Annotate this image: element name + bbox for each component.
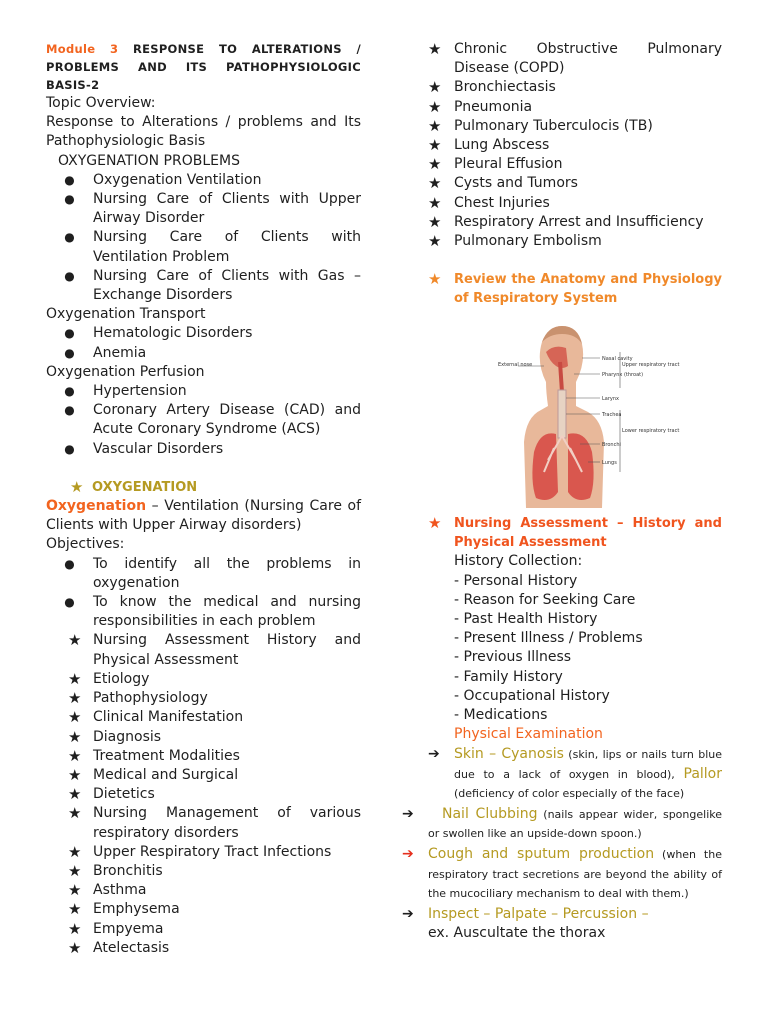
list-item: ● Nursing Care of Clients with Gas – Exchange Disorders <box>46 267 361 305</box>
arrow-icon: ➔ <box>402 806 414 823</box>
star-icon: ★ <box>428 174 442 193</box>
list-item: ★ Treatment Modalities <box>68 746 240 765</box>
oxygenation-heading: ★ OXYGENATION <box>70 477 198 496</box>
list-item: ★ Pulmonary Embolism <box>428 232 602 251</box>
label-bronchi: Bronchi <box>602 442 621 448</box>
history-block <box>428 552 722 744</box>
bullet-icon: ● <box>64 384 75 399</box>
objectives-label: Objectives: <box>46 536 125 553</box>
bullet-icon: ● <box>64 595 75 610</box>
history-item: - Family History <box>454 668 563 685</box>
oxygenation-perfusion-title: Oxygenation Perfusion <box>46 363 205 380</box>
star-icon: ★ <box>68 669 82 688</box>
list-item: ● Anemia <box>46 344 361 363</box>
history-item: - Personal History <box>454 572 578 589</box>
star-icon: ★ <box>68 804 82 823</box>
list-item: ★ Medical and Surgical <box>68 765 239 784</box>
label-lungs: Lungs <box>602 460 617 466</box>
disorder-star-list <box>428 40 722 251</box>
star-icon: ★ <box>428 155 442 174</box>
star-icon: ★ <box>428 78 442 97</box>
star-icon: ★ <box>68 631 82 650</box>
list-item: ★ Chest Injuries <box>428 193 550 212</box>
star-icon: ★ <box>428 116 442 135</box>
star-icon: ★ <box>428 212 442 231</box>
oxygenation-intro: Oxygenation – Ventilation (Nursing Care of Clients with Upper Airway disorders) <box>46 498 361 534</box>
bullet-icon: ● <box>64 441 75 456</box>
history-collection-label: History Collection: <box>454 553 583 570</box>
label-upper-tract: Upper respiratory tract <box>622 362 680 368</box>
list-item: ● Oxygenation Ventilation <box>46 171 361 190</box>
star-icon: ★ <box>428 514 442 532</box>
star-icon: ★ <box>68 727 82 746</box>
list-item: ★ Bronchiectasis <box>428 78 556 97</box>
star-icon: ★ <box>70 477 84 496</box>
history-item: - Reason for Seeking Care <box>454 591 636 608</box>
objectives-bullet-list <box>46 555 361 632</box>
respiratory-system-illustration <box>496 322 680 508</box>
list-item: ● To know the medical and nursing responsibilities in each problem <box>46 593 361 631</box>
bullet-icon: ● <box>64 326 75 341</box>
history-item: - Previous Illness <box>454 649 572 666</box>
bullet-icon: ● <box>64 192 75 207</box>
star-icon: ★ <box>68 842 82 861</box>
bullet-icon: ● <box>64 556 75 571</box>
star-icon: ★ <box>428 40 442 58</box>
list-item: ★ Asthma <box>68 881 147 900</box>
star-icon: ★ <box>428 232 442 251</box>
label-external-nose: External nose <box>498 362 533 368</box>
history-item: - Medications <box>454 707 548 724</box>
list-item: ● Vascular Disorders <box>46 440 361 459</box>
assessment-section <box>402 514 722 943</box>
list-item: ★ Chronic Obstructive Pulmonary Disease (COPD) <box>428 40 722 77</box>
bullet-icon: ● <box>64 403 75 418</box>
arrow-icon: ➔ <box>402 846 414 863</box>
list-item: ★ Pathophysiology <box>68 689 208 708</box>
list-item: ★ Upper Respiratory Tract Infections <box>68 842 332 861</box>
star-icon: ★ <box>68 689 82 708</box>
list-item: ● Hypertension <box>46 382 361 401</box>
bullet-icon: ● <box>64 172 75 187</box>
list-item: ★ Pleural Effusion <box>428 155 563 174</box>
oxygenation-problems-title: OXYGENATION PROBLEMS <box>58 152 240 169</box>
assessment-heading: ★ Nursing Assessment – History and Physical Assessment <box>428 514 722 551</box>
bullet-icon: ● <box>64 268 75 283</box>
list-item: ★ Diagnosis <box>68 727 162 746</box>
list-item: ★ Nursing Management of various respiratory disorders <box>68 804 361 841</box>
list-item: ● To identify all the problems in oxygenation <box>46 555 361 593</box>
label-lower-tract: Lower respiratory tract <box>622 428 680 434</box>
list-item: ★ Etiology <box>68 669 150 688</box>
list-item: ★ Respiratory Arrest and Insufficiency <box>428 212 704 231</box>
right-column <box>428 40 722 309</box>
module-heading <box>46 40 361 94</box>
review-heading: ★ Review the Anatomy and Physiology of Respiratory System <box>428 270 722 307</box>
module-label: Module 3 <box>46 42 119 56</box>
list-item: ★ Atelectasis <box>68 938 170 957</box>
star-icon: ★ <box>428 193 442 212</box>
list-item: ★ Pulmonary Tuberculocis (TB) <box>428 116 653 135</box>
arrow-icon: ➔ <box>402 906 414 923</box>
star-icon: ★ <box>68 765 82 784</box>
physical-exam-label: Physical Examination <box>454 726 603 743</box>
module-title: RESPONSE TO ALTERATIONS / PROBLEMS AND ITS PATHOPHYSIOLOGIC BASIS-2 <box>46 42 361 92</box>
star-icon: ★ <box>428 97 442 116</box>
bullet-icon: ● <box>64 230 75 245</box>
label-pharynx: Pharynx (throat) <box>602 372 644 378</box>
history-item: - Past Health History <box>454 611 598 628</box>
star-icon: ★ <box>68 938 82 957</box>
list-item: ★ Emphysema <box>68 900 180 919</box>
perfusion-list <box>46 382 361 459</box>
list-item: ★ Pneumonia <box>428 97 533 116</box>
list-item: ★ Lung Abscess <box>428 136 550 155</box>
list-item: ★ Cysts and Tumors <box>428 174 578 193</box>
list-item: ● Coronary Artery Disease (CAD) and Acute Coronary Syndrome (ACS) <box>46 401 361 439</box>
bullet-icon: ● <box>64 345 75 360</box>
oxygenation-problems-list <box>46 171 361 305</box>
list-item: ★ Clinical Manifestation <box>68 708 244 727</box>
transport-list <box>46 324 361 362</box>
nail-item: ➔ Nail Clubbing (nails appear wider, spongelike or swollen like an upside-down spoon.) <box>402 806 722 841</box>
list-item: ● Nursing Care of Clients with Ventilation Problem <box>46 228 361 266</box>
left-column <box>46 40 361 958</box>
star-icon: ★ <box>68 708 82 727</box>
star-icon: ★ <box>428 136 442 155</box>
star-icon: ★ <box>68 881 82 900</box>
star-icon: ★ <box>68 919 82 938</box>
list-item: ● Nursing Care of Clients with Upper Airway Disorder <box>46 190 361 228</box>
history-item: - Occupational History <box>454 687 610 704</box>
list-item: ★ Bronchitis <box>68 861 163 880</box>
list-item: ★ Empyema <box>68 919 164 938</box>
topic-description: Response to Alterations / problems and Its Pathophysiologic Basis <box>46 114 361 150</box>
list-item: ★ Dietetics <box>68 785 155 804</box>
star-icon: ★ <box>68 900 82 919</box>
label-nasal-cavity: Nasal cavity <box>602 356 633 362</box>
star-icon: ★ <box>428 270 442 289</box>
list-item: ● Hematologic Disorders <box>46 324 361 343</box>
objectives-star-list <box>46 631 361 957</box>
skin-item: ➔ Skin – Cyanosis (skin, lips or nails turn blue due to a lack of oxygen in blood), Pallor (deficiency of color especially of the face) <box>428 746 722 800</box>
star-icon: ★ <box>68 746 82 765</box>
star-icon: ★ <box>68 785 82 804</box>
oxygenation-transport-title: Oxygenation Transport <box>46 306 206 323</box>
star-icon: ★ <box>68 861 82 880</box>
label-larynx: Larynx <box>602 396 619 402</box>
list-item: ★ Nursing Assessment History and Physical Assessment <box>68 631 361 668</box>
topic-overview-label: Topic Overview: <box>46 95 156 111</box>
history-item: - Present Illness / Problems <box>454 630 643 647</box>
inspect-item: ➔ Inspect – Palpate – Percussion – ex. Auscultate the thorax <box>402 906 649 942</box>
cough-item: ➔ Cough and sputum production (when the respiratory tract secretions are beyond the ability of the mucociliary mechanism to deal with them.) <box>402 846 722 900</box>
label-trachea: Trachea <box>602 412 622 418</box>
arrow-icon: ➔ <box>428 746 440 763</box>
